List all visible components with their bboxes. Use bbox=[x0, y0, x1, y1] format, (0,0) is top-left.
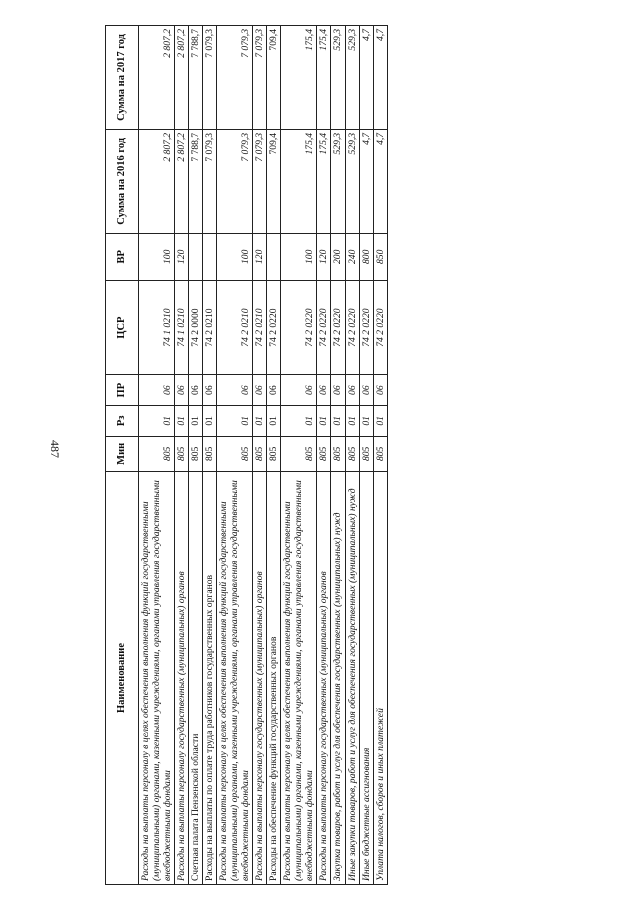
cell-sum2016: 4,7 bbox=[373, 129, 387, 233]
cell-rz: 01 bbox=[281, 405, 317, 436]
cell-sum2017: 529,3 bbox=[345, 26, 359, 130]
table-row bbox=[267, 26, 281, 885]
cell-vr bbox=[189, 233, 203, 280]
table-row bbox=[175, 26, 189, 885]
cell-rz: 01 bbox=[373, 405, 387, 436]
cell-name: Расходы на выплаты персоналу в целях обеспечения выполнения функций государственными (муниципальными) органами, казенными учреждениями, органами управления государственными внебюджетными фондами bbox=[281, 472, 317, 885]
cell-min: 805 bbox=[345, 436, 359, 471]
cell-csr: 74 2 0220 bbox=[345, 280, 359, 374]
header-sum-2016: Сумма на 2016 год bbox=[106, 129, 139, 233]
header-sum-2017: Сумма на 2017 год bbox=[106, 26, 139, 130]
cell-sum2016: 7 788,7 bbox=[189, 129, 203, 233]
cell-min: 805 bbox=[281, 436, 317, 471]
cell-sum2017: 709,4 bbox=[267, 26, 281, 130]
cell-rz: 01 bbox=[203, 405, 217, 436]
cell-name: Иные закупки товаров, работ и услуг для обеспечения государственных (муниципальных) нужд bbox=[345, 472, 359, 885]
cell-vr: 120 bbox=[175, 233, 189, 280]
cell-csr: 74 2 0220 bbox=[281, 280, 317, 374]
cell-csr: 74 2 0210 bbox=[217, 280, 253, 374]
cell-rz: 01 bbox=[139, 405, 175, 436]
cell-vr bbox=[203, 233, 217, 280]
rotated-table-container bbox=[105, 25, 565, 885]
cell-sum2016: 175,4 bbox=[281, 129, 317, 233]
table-row bbox=[203, 26, 217, 885]
cell-vr: 200 bbox=[331, 233, 345, 280]
cell-pr: 06 bbox=[345, 375, 359, 406]
cell-csr: 74 1 0210 bbox=[175, 280, 189, 374]
table-row bbox=[317, 26, 331, 885]
cell-vr: 100 bbox=[217, 233, 253, 280]
cell-min: 805 bbox=[175, 436, 189, 471]
table-row bbox=[217, 26, 253, 885]
cell-vr: 120 bbox=[253, 233, 267, 280]
cell-vr: 800 bbox=[359, 233, 373, 280]
cell-rz: 01 bbox=[253, 405, 267, 436]
header-pr: ПР bbox=[106, 375, 139, 406]
cell-min: 805 bbox=[217, 436, 253, 471]
cell-vr: 240 bbox=[345, 233, 359, 280]
cell-sum2016: 529,3 bbox=[345, 129, 359, 233]
cell-name: Уплата налогов, сборов и иных платежей bbox=[373, 472, 387, 885]
cell-vr: 850 bbox=[373, 233, 387, 280]
page-number: 487 bbox=[48, 440, 62, 458]
table-body bbox=[139, 26, 388, 885]
cell-csr: 74 2 0220 bbox=[267, 280, 281, 374]
table-header-row bbox=[106, 26, 139, 885]
header-vr: ВР bbox=[106, 233, 139, 280]
cell-pr: 06 bbox=[253, 375, 267, 406]
cell-vr: 100 bbox=[139, 233, 175, 280]
table-row bbox=[253, 26, 267, 885]
cell-min: 805 bbox=[317, 436, 331, 471]
cell-vr: 100 bbox=[281, 233, 317, 280]
header-rz: Рз bbox=[106, 405, 139, 436]
cell-pr: 06 bbox=[331, 375, 345, 406]
table-row bbox=[139, 26, 175, 885]
cell-name: Закупка товаров, работ и услуг для обеспечения государственных (муниципальных) нужд bbox=[331, 472, 345, 885]
cell-sum2016: 529,3 bbox=[331, 129, 345, 233]
cell-rz: 01 bbox=[345, 405, 359, 436]
cell-rz: 01 bbox=[217, 405, 253, 436]
cell-sum2017: 529,3 bbox=[331, 26, 345, 130]
header-csr: ЦСР bbox=[106, 280, 139, 374]
cell-sum2017: 2 807,2 bbox=[139, 26, 175, 130]
cell-csr: 74 2 0000 bbox=[189, 280, 203, 374]
cell-name: Расходы на выплаты персоналу государственных (муниципальных) органов bbox=[317, 472, 331, 885]
cell-min: 805 bbox=[359, 436, 373, 471]
table-row bbox=[359, 26, 373, 885]
cell-min: 805 bbox=[373, 436, 387, 471]
cell-pr: 06 bbox=[189, 375, 203, 406]
cell-csr: 74 1 0210 bbox=[139, 280, 175, 374]
cell-pr: 06 bbox=[203, 375, 217, 406]
cell-sum2016: 2 807,2 bbox=[175, 129, 189, 233]
budget-table bbox=[105, 25, 388, 885]
table-row bbox=[373, 26, 387, 885]
cell-sum2017: 7 788,7 bbox=[189, 26, 203, 130]
header-min: Мин bbox=[106, 436, 139, 471]
table-row bbox=[189, 26, 203, 885]
cell-rz: 01 bbox=[359, 405, 373, 436]
cell-min: 805 bbox=[267, 436, 281, 471]
cell-sum2017: 4,7 bbox=[373, 26, 387, 130]
cell-sum2017: 7 079,3 bbox=[217, 26, 253, 130]
cell-pr: 06 bbox=[175, 375, 189, 406]
cell-sum2017: 4,7 bbox=[359, 26, 373, 130]
cell-name: Расходы на обеспечение функций государственных органов bbox=[267, 472, 281, 885]
cell-min: 805 bbox=[203, 436, 217, 471]
cell-name: Расходы на выплаты персоналу государственных (муниципальных) органов bbox=[253, 472, 267, 885]
cell-min: 805 bbox=[189, 436, 203, 471]
cell-sum2016: 4,7 bbox=[359, 129, 373, 233]
cell-name: Счетная палата Пензенской области bbox=[189, 472, 203, 885]
header-name: Наименование bbox=[106, 472, 139, 885]
cell-vr bbox=[267, 233, 281, 280]
cell-pr: 06 bbox=[267, 375, 281, 406]
cell-pr: 06 bbox=[317, 375, 331, 406]
cell-sum2017: 7 079,3 bbox=[203, 26, 217, 130]
cell-csr: 74 2 0220 bbox=[373, 280, 387, 374]
cell-sum2017: 7 079,3 bbox=[253, 26, 267, 130]
table-row bbox=[345, 26, 359, 885]
cell-name: Расходы на выплаты персоналу в целях обеспечения выполнения функций государственными (муниципальными) органами, казенными учреждениями, органами управления государственными внебюджетными фондами bbox=[217, 472, 253, 885]
cell-sum2016: 7 079,3 bbox=[203, 129, 217, 233]
cell-rz: 01 bbox=[317, 405, 331, 436]
cell-csr: 74 2 0210 bbox=[253, 280, 267, 374]
cell-pr: 06 bbox=[139, 375, 175, 406]
cell-rz: 01 bbox=[267, 405, 281, 436]
cell-rz: 01 bbox=[175, 405, 189, 436]
cell-rz: 01 bbox=[331, 405, 345, 436]
cell-name: Расходы на выплаты персоналу в целях обеспечения выполнения функций государственными (муниципальными) органами, казенными учреждениями, органами управления государственными внебюджетными фондами bbox=[139, 472, 175, 885]
cell-vr: 120 bbox=[317, 233, 331, 280]
cell-min: 805 bbox=[139, 436, 175, 471]
cell-name: Иные бюджетные ассигнования bbox=[359, 472, 373, 885]
cell-sum2017: 175,4 bbox=[317, 26, 331, 130]
cell-name: Расходы на выплаты персоналу государственных (муниципальных) органов bbox=[175, 472, 189, 885]
table-row bbox=[281, 26, 317, 885]
cell-pr: 06 bbox=[359, 375, 373, 406]
cell-pr: 06 bbox=[373, 375, 387, 406]
cell-rz: 01 bbox=[189, 405, 203, 436]
cell-name: Расходы на выплаты по оплате труда работников государственных органов bbox=[203, 472, 217, 885]
cell-min: 805 bbox=[331, 436, 345, 471]
cell-csr: 74 2 0220 bbox=[359, 280, 373, 374]
cell-sum2017: 175,4 bbox=[281, 26, 317, 130]
cell-sum2016: 175,4 bbox=[317, 129, 331, 233]
table-row bbox=[331, 26, 345, 885]
cell-sum2016: 7 079,3 bbox=[217, 129, 253, 233]
cell-pr: 06 bbox=[217, 375, 253, 406]
cell-csr: 74 2 0220 bbox=[317, 280, 331, 374]
cell-sum2016: 709,4 bbox=[267, 129, 281, 233]
cell-sum2017: 2 807,2 bbox=[175, 26, 189, 130]
cell-sum2016: 2 807,2 bbox=[139, 129, 175, 233]
cell-min: 805 bbox=[253, 436, 267, 471]
cell-csr: 74 2 0220 bbox=[331, 280, 345, 374]
cell-csr: 74 2 0210 bbox=[203, 280, 217, 374]
cell-sum2016: 7 079,3 bbox=[253, 129, 267, 233]
cell-pr: 06 bbox=[281, 375, 317, 406]
